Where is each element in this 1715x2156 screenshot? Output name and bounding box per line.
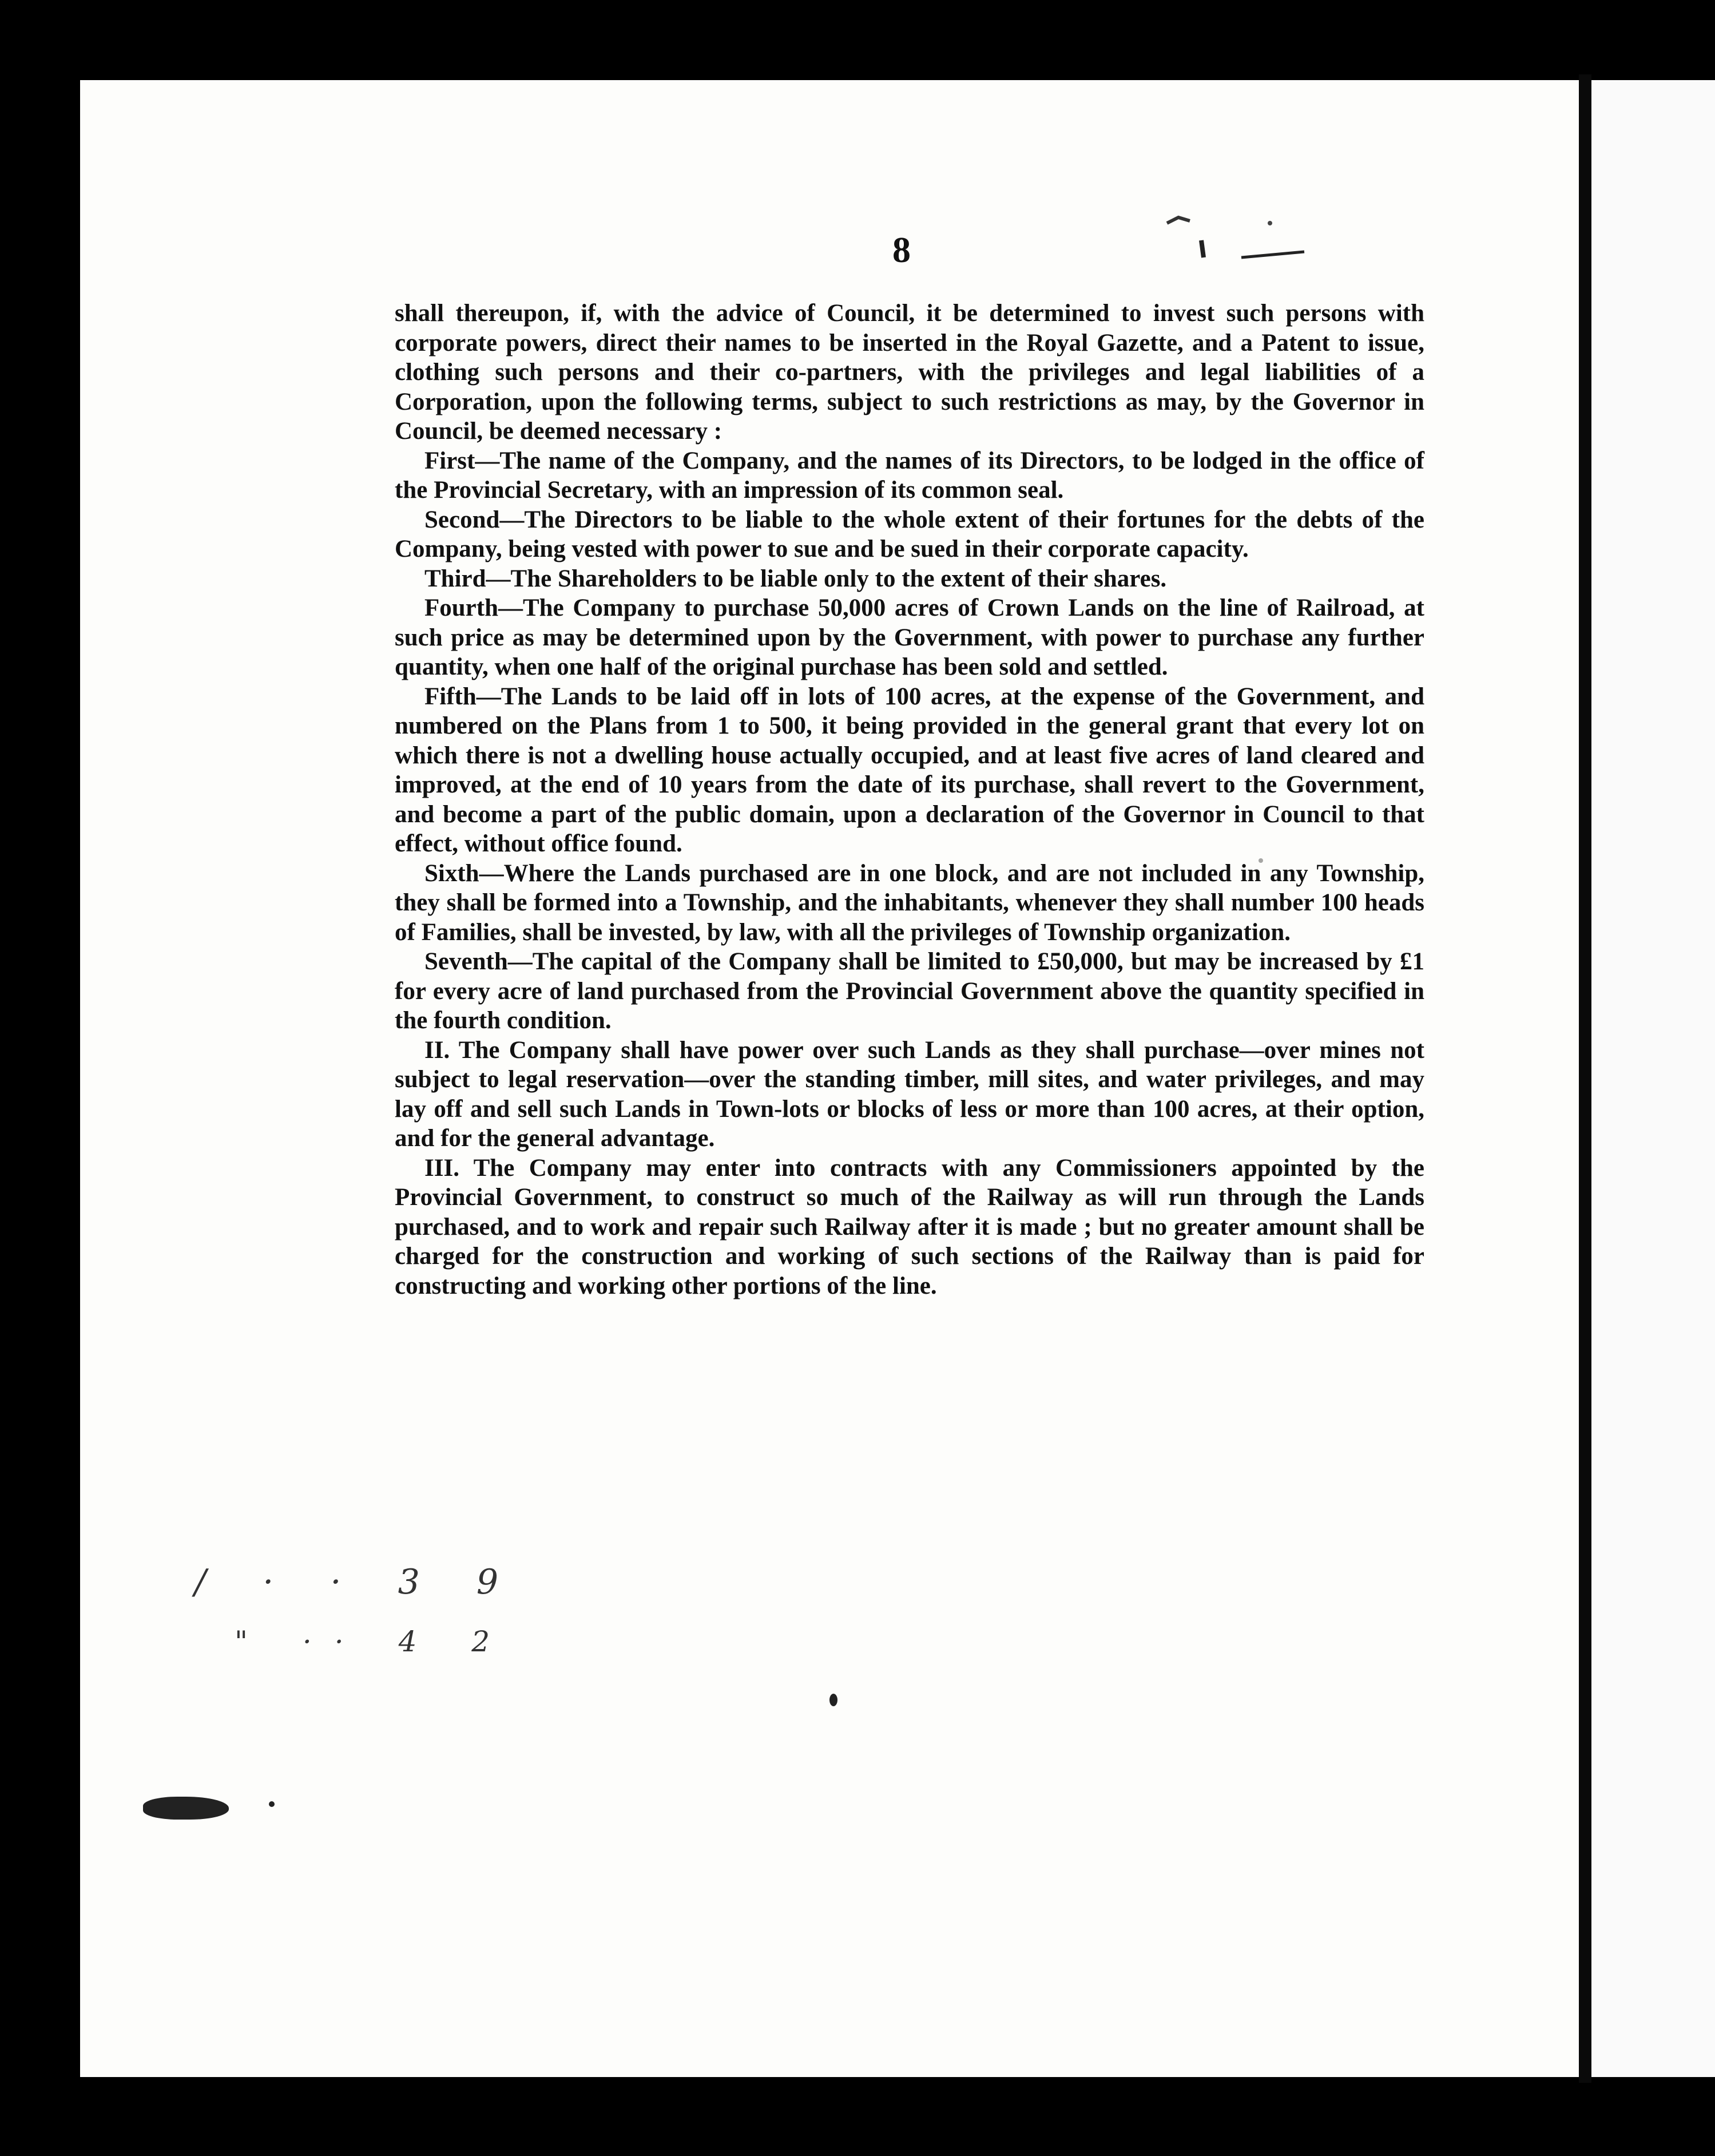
handwritten-margin-note: " ·· 4 2 <box>235 1625 513 1658</box>
paragraph-text: The Company shall have power over such Lands as they shall purchase—over mines not subject to legal reservation—over the standing timber, mill sites, and water privileges, and may lay off and sell such Lands in Town-lots or blocks of less or more than 100 acres, at their option, and for the general advantage. <box>395 1036 1424 1152</box>
page-number: 8 <box>892 229 911 270</box>
paragraph-section-iii <box>395 1154 1424 1301</box>
clause-label: Sixth <box>424 859 479 887</box>
section-number: II. <box>424 1036 450 1064</box>
adjacent-page-edge <box>1591 80 1715 2077</box>
clause-label: Second <box>424 506 500 533</box>
paragraph-text: —The capital of the Company shall be limited to £50,000, but may be increased by £1 for every acre of land purchased from the Provincial Government above the quantity specified in the fourth condition. <box>395 948 1424 1034</box>
paragraph-second-condition <box>395 505 1424 564</box>
document-body <box>395 299 1424 1301</box>
ink-blot <box>143 1797 229 1820</box>
paragraph-text: The Company may enter into contracts with any Commissioners appointed by the Provincial Government, to construct so much of the Railway as will run through the Lands purchased, and to work and repair such Railway after it is made ; but no greater amount shall be charged for the construction and working of such sections of the Railway than is paid for constructing and working other portions of the line. <box>395 1154 1424 1299</box>
ink-speck <box>1259 858 1263 863</box>
paragraph-first-condition <box>395 446 1424 505</box>
paragraph-seventh-condition <box>395 947 1424 1036</box>
paragraph-text: —Where the Lands purchased are in one block, and are not included in any Township, they shall be formed into a Township, and the inhabitants, whenever they shall number 100 heads of Families, shall be invested, by law, with all the privileges of Township organization. <box>395 859 1424 946</box>
paragraph-fourth-condition <box>395 593 1424 682</box>
paragraph-text: —The Directors to be liable to the whole extent of their fortunes for the debts of the Company, being vested with power to sue and be sued in their corporate capacity. <box>395 506 1424 562</box>
clause-label: First <box>424 447 475 474</box>
clause-label: Seventh <box>424 948 508 975</box>
clause-label: Fourth <box>424 595 498 621</box>
pencil-marks-decoration <box>1156 206 1327 275</box>
paragraph-text: —The Shareholders to be liable only to the extent of their shares. <box>486 565 1167 592</box>
paragraph-text: shall thereupon, if, with the advice of Council, it be determined to invest such persons with corporate powers, direct their names to be inserted in the Royal Gazette, and a Patent to issue, clothing such persons and their co-partners, with the privileges and legal liabilities of a Corporation, upon the following terms, subject to such restrictions as may, by the Governor in Council, be deemed necessary : <box>395 300 1424 445</box>
paragraph-text: —The Company to purchase 50,000 acres of Crown Lands on the line of Railroad, at such price as may be determined upon by the Government, with power to purchase any further quantity, when one half of the original purchase has been sold and settled. <box>395 595 1424 680</box>
ink-speck <box>269 1801 275 1807</box>
paragraph-sixth-condition <box>395 859 1424 948</box>
paragraph-fifth-condition <box>395 682 1424 859</box>
ink-speck <box>829 1694 837 1706</box>
paragraph-text: —The Lands to be laid off in lots of 100 acres, at the expense of the Government, and numbered on the Plans from 1 to 500, it being provided in the general grant that every lot on which there is not a dwelling house actually occupied, and at least five acres of land cleared and improved, at the end of 10 years from the date of its purchase, shall revert to the Government, and become a part of the public domain, upon a declaration of the Governor in Council to that effect, without office found. <box>395 683 1424 857</box>
paragraph-section-ii <box>395 1036 1424 1154</box>
handwritten-margin-note: / · · 3 9 <box>194 1562 521 1602</box>
paragraph-intro <box>395 299 1424 446</box>
page-spine-shadow <box>1579 74 1591 2083</box>
paragraph-text: —The name of the Company, and the names of its Directors, to be lodged in the office of the Provincial Secretary, with an impression of its common seal. <box>395 447 1424 504</box>
clause-label: Third <box>424 565 486 592</box>
paragraph-third-condition <box>395 564 1424 594</box>
section-number: III. <box>424 1154 459 1182</box>
clause-label: Fifth <box>424 683 477 710</box>
